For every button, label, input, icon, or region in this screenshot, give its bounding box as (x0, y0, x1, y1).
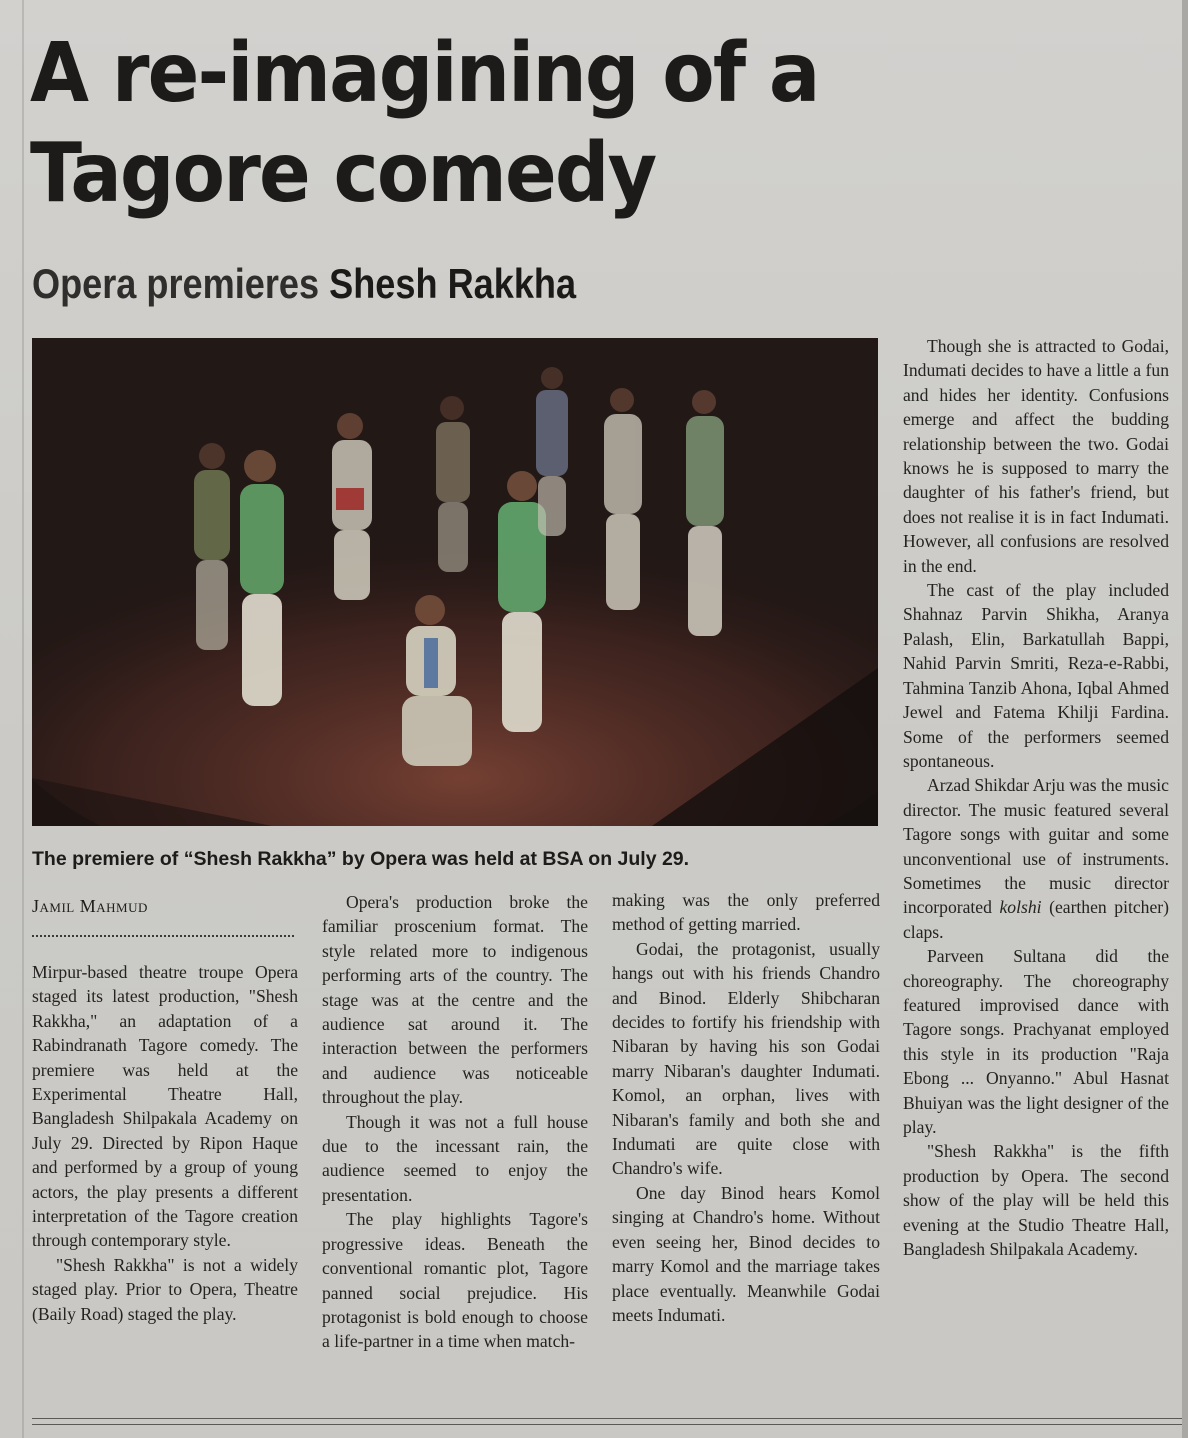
subhead-title: Shesh Rakkha (329, 260, 577, 307)
paragraph-text: Arzad Shikdar Arju was the music director. The music featured several Tagore songs with guitar and some unconventional use of instruments. Sometimes the music director incorporated (903, 775, 1169, 918)
page-right-edge (1182, 0, 1188, 1438)
paragraph: The cast of the play included Shahnaz Parvin Shikha, Aranya Palash, Elin, Barkatullah Bappi, Nahid Parvin Smriti, Reza-e-Rabbi, Tahmina Tanzib Ahona, Iqbal Ahmed Jewel and Fatema Khilji Fardina. Some of the performers seemed spontaneous. (903, 580, 1169, 771)
performer-back-left (194, 443, 230, 650)
photo-caption: The premiere of “Shesh Rakkha” by Opera was held at BSA on July 29. (32, 848, 690, 870)
headline: A re-imagining of a Tagore comedy (30, 26, 819, 221)
paragraph (903, 773, 1169, 944)
byline: Jamil Mahmud (32, 896, 148, 916)
page-fold-edge (22, 0, 24, 1438)
paragraph: Though it was not a full house due to the incessant rain, the audience seemed to enjoy the presentation. (322, 1111, 588, 1205)
paragraph: "Shesh Rakkha" is not a widely staged play. Prior to Opera, Theatre (Baily Road) staged the play. (32, 1254, 298, 1324)
bottom-rule (32, 1424, 1182, 1425)
subhead-prefix: Opera premieres (32, 260, 330, 307)
article-column-3 (612, 888, 880, 1327)
byline-rule (32, 935, 294, 937)
paragraph: Opera's production broke the familiar proscenium format. The style related more to indigenous performing arts of the country. The stage was at the centre and the audience sat around it. The interaction between the performers and audience was noticeable throughout the play. (322, 892, 588, 1108)
paragraph: The play highlights Tagore's progressive ideas. Beneath the conventional romantic plot, Tagore panned social prejudice. His protagonist is bold enough to choose a life-partner in a time when match- (322, 1209, 588, 1352)
paragraph: making was the only preferred method of getting married. (612, 890, 880, 935)
paragraph: Though she is attracted to Godai, Indumati decides to have a little a fun and hides her identity. Confusions emerge and affect the budding relationship between the two. Godai knows he is supposed to marry the daughter of his father's friend, but does not realise it is in fact Indumati. However, all confusions are resolved in the end. (903, 336, 1169, 576)
photo-illustration (32, 338, 878, 826)
paragraph: Godai, the protagonist, usually hangs out with his friends Chandro and Binod. Elderly Shibcharan decides to fortify his friendship with Nibaran by having his son Godai marry Nibaran's daughter Indumati. Komol, an orphan, lives with Nibaran's family and both she and Indumati are quite close with Chandro's wife. (612, 938, 880, 1179)
performer-back-right (536, 367, 568, 536)
article-column-1 (32, 960, 298, 1326)
paragraph: One day Binod hears Komol singing at Chandro's home. Without even seeing her, Binod decides to marry Komol and the marriage takes place eventually. Meanwhile Godai meets Indumati. (612, 1182, 880, 1325)
article-column-2 (322, 890, 588, 1354)
paragraph: "Shesh Rakkha" is the fifth production by Opera. The second show of the play will be held this evening at the Studio Theatre Hall, Bangladesh Shilpakala Academy. (903, 1141, 1169, 1260)
article-column-4 (903, 334, 1169, 1261)
italic-term: kolshi (999, 897, 1042, 918)
performer-right-1 (604, 388, 642, 610)
subheadline (32, 258, 576, 310)
stage-performance-photo (32, 338, 878, 826)
paragraph: Mirpur-based theatre troupe Opera staged its latest production, "Shesh Rakkha," an adaptation of a Rabindranath Tagore comedy. The premiere was held at the Experimental Theatre Hall, Bangladesh Shilpakala Academy on July 29. Directed by Ripon Haque and performed by a group of young actors, the play presents a different interpretation of the Tagore creation through contemporary style. (32, 962, 298, 1251)
performer-right-2 (686, 390, 724, 636)
paragraph-text: (earthen pitcher) claps. (903, 897, 1169, 942)
paragraph: Parveen Sultana did the choreography. The choreography featured improvised dance with Tagore songs. Prachyanat employed this style in its production "Raja Ebong ... Onyanno." Abul Hasnat Bhuiyan was the light designer of the play. (903, 946, 1169, 1137)
bottom-rule (32, 1418, 1182, 1419)
performer-left (240, 450, 284, 706)
